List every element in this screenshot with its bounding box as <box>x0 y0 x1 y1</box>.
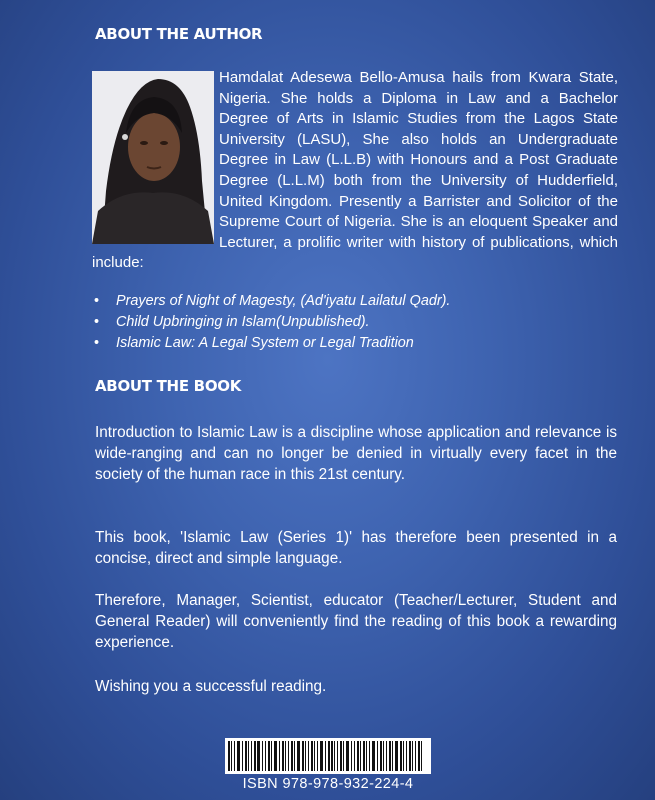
barcode-bar <box>343 741 344 771</box>
barcode-bar <box>334 741 335 771</box>
barcode-bar <box>271 741 272 771</box>
barcode-bar <box>274 741 277 771</box>
barcode-bar <box>297 741 300 771</box>
isbn-label: ISBN 978-978-932-224-4 <box>242 776 414 792</box>
list-item: • Islamic Law: A Legal System or Legal Tradition <box>94 334 414 351</box>
list-item: • Prayers of Night of Magesty, (Ad'iyatu Lailatul Qadr). <box>94 293 451 309</box>
barcode-bar <box>294 741 295 771</box>
barcode-bar <box>228 741 230 771</box>
barcode-bar <box>302 741 304 771</box>
barcode-bar <box>383 741 384 771</box>
barcode-bar <box>311 741 313 771</box>
barcode-bar <box>251 741 252 771</box>
barcode-bar <box>337 741 338 771</box>
barcode-bar <box>257 741 260 771</box>
book-paragraph-3: Therefore, Manager, Scientist, educator (Teacher/Lecturer, Student and General Reader) will conveniently find the reading of this book a rewarding experience. <box>95 592 617 652</box>
barcode-bar <box>325 741 326 771</box>
barcode-bar <box>360 741 361 771</box>
barcode-bar <box>409 741 411 771</box>
barcode-bar <box>363 741 365 771</box>
barcode-bar <box>288 741 289 771</box>
barcode-bar <box>305 741 306 771</box>
barcode-bar <box>268 741 270 771</box>
barcode-bar <box>328 741 330 771</box>
barcode-bar <box>234 741 235 771</box>
barcode-bar <box>279 741 280 771</box>
barcode-bar <box>317 741 318 771</box>
book-paragraph-1: Introduction to Islamic Law is a discipline whose application and relevance is wide-ranging and can no longer be denied in virtually every facet in the society of the human race in this 21st century. <box>95 424 617 484</box>
barcode-bar <box>372 741 375 771</box>
about-author-heading: ABOUT THE AUTHOR <box>95 25 263 43</box>
barcode-bar <box>262 741 263 771</box>
barcode-bar <box>389 741 391 771</box>
barcode-bar <box>237 741 240 771</box>
barcode-bar <box>265 741 266 771</box>
barcode-bar <box>366 741 367 771</box>
barcode-bar <box>314 741 315 771</box>
barcode-bar <box>406 741 407 771</box>
list-item: • Child Upbringing in Islam(Unpublished). <box>94 313 370 330</box>
barcode-bar <box>340 741 342 771</box>
barcode-bar <box>369 741 370 771</box>
barcode-bar <box>386 741 387 771</box>
barcode-bar <box>354 741 355 771</box>
barcode-bar <box>421 741 422 771</box>
about-book-heading: ABOUT THE BOOK <box>95 377 242 395</box>
barcode-bar <box>418 741 420 771</box>
barcode-bar <box>412 741 413 771</box>
barcode-bar <box>403 741 404 771</box>
barcode-bar <box>380 741 382 771</box>
book-paragraph-2: This book, 'Islamic Law (Series 1)' has therefore been presented in a concise, direct and simple language. <box>95 529 617 568</box>
publications-list <box>92 291 618 353</box>
barcode-bar <box>415 741 416 771</box>
barcode-bar <box>291 741 293 771</box>
barcode-bar <box>254 741 256 771</box>
barcode-bar <box>308 741 309 771</box>
book-paragraph-4: Wishing you a successful reading. <box>95 678 327 695</box>
barcode-bar <box>282 741 284 771</box>
author-bio: Hamdalat Adesewa Bello-Amusa hails from Kwara State, Nigeria. She holds a Diploma in Law and a Bachelor Degree of Arts in Islamic Studies from the Lagos State University (LASU), She also holds an Undergraduate Degree in Law (L.L.B) with Honours and a Post Graduate Degree (L.L.M) both from the University of Hudderfield, United Kingdom. Presently a Barrister and Solicitor of the Supreme Court of Nigeria. She is an eloquent Speaker and Lecturer, a prolific writer with history of publications, which include: <box>92 69 618 272</box>
barcode-bar <box>357 741 359 771</box>
barcode-bar <box>400 741 402 771</box>
barcode-bar <box>248 741 249 771</box>
barcode-bar <box>395 741 398 771</box>
barcode-bar <box>331 741 333 771</box>
author-bio-block <box>92 68 618 274</box>
barcode-bar <box>231 741 232 771</box>
barcode-bar <box>245 741 247 771</box>
barcode-bar <box>346 741 349 771</box>
barcode-bar <box>392 741 393 771</box>
barcode-bar <box>351 741 352 771</box>
barcode-bar <box>242 741 243 771</box>
barcode-bar <box>285 741 286 771</box>
barcode-bar <box>320 741 323 771</box>
barcode-bar <box>377 741 378 771</box>
barcode <box>225 738 431 774</box>
